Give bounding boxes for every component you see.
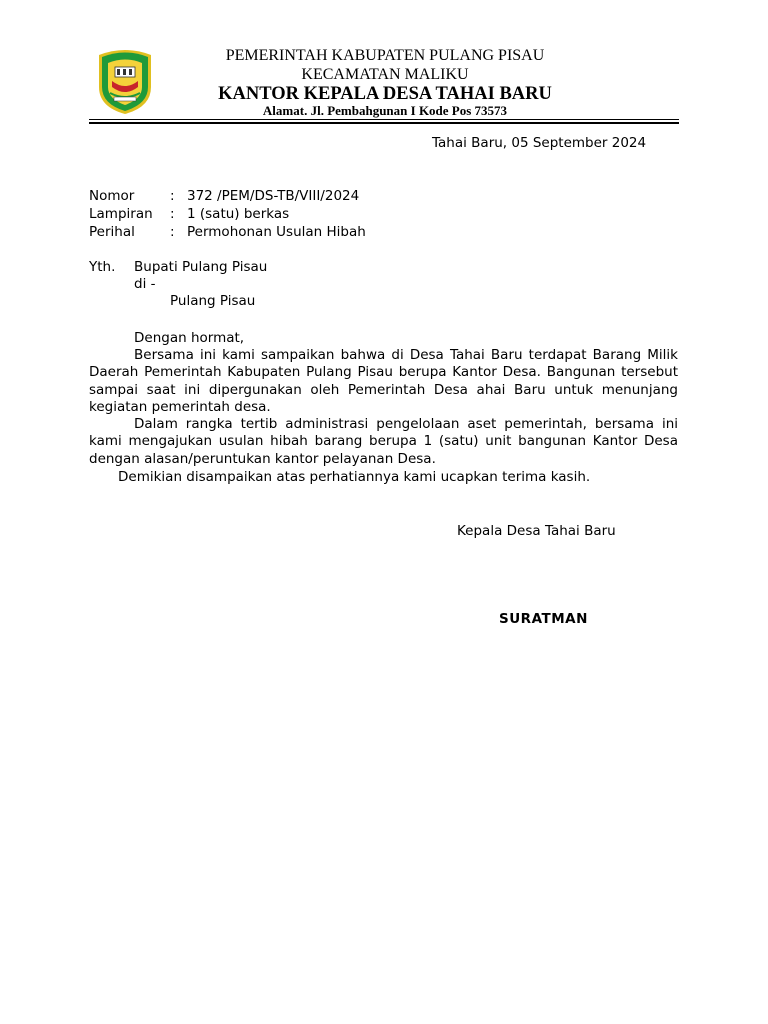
meta-label-lampiran: Lampiran — [89, 206, 153, 222]
meta-value-perihal: Permohonan Usulan Hibah — [187, 224, 366, 240]
closing-sentence: Demikian disampaikan atas perhatiannya kami ucapkan terima kasih. — [118, 469, 591, 485]
letterhead-rule-thin — [89, 119, 679, 120]
letterhead-district: KECAMATAN MALIKU — [301, 66, 469, 83]
letterhead-government: PEMERINTAH KABUPATEN PULANG PISAU — [225, 47, 545, 64]
recipient-prefix: Yth. — [89, 259, 116, 275]
letter-date: Tahai Baru, 05 September 2024 — [432, 135, 647, 151]
letterhead-office: KANTOR KEPALA DESA TAHAI BARU — [218, 84, 552, 104]
meta-value-nomor: 372 /PEM/DS-TB/VIII/2024 — [187, 188, 360, 204]
body-paragraph-1: Bersama ini kami sampaikan bahwa di Desa Tahai Baru terdapat Barang Milik Daerah Pemerintah Kabupaten Pulang Pisau berupa Kantor Desa. Bangunan tersebut sampai saat ini dipergunakan oleh Pemerintah Desa ahai Baru untuk menunjang kegiatan pemerintah desa. — [89, 347, 678, 415]
body-paragraph-2: Dalam rangka tertib administrasi pengelolaan aset pemerintah, bersama ini kami mengajukan usulan hibah barang berupa 1 (satu) unit bangunan Kantor Desa dengan alasan/peruntukan kantor pelayanan Desa. — [89, 416, 678, 467]
letterhead-address: Alamat. Jl. Pembahgunan I Kode Pos 73573 — [262, 103, 508, 118]
signature-name: SURATMAN — [499, 611, 588, 627]
recipient-name: Bupati Pulang Pisau — [134, 259, 268, 275]
meta-colon: : — [170, 206, 175, 222]
meta-label-perihal: Perihal — [89, 224, 135, 240]
greeting: Dengan hormat, — [134, 330, 245, 346]
recipient-place: Pulang Pisau — [170, 293, 256, 309]
regency-crest-icon — [96, 47, 154, 115]
recipient-di: di - — [134, 276, 156, 292]
signature-title: Kepala Desa Tahai Baru — [457, 523, 616, 539]
meta-label-nomor: Nomor — [89, 188, 135, 204]
meta-colon: : — [170, 188, 175, 204]
letterhead-rule-thick — [89, 122, 679, 124]
meta-value-lampiran: 1 (satu) berkas — [187, 206, 290, 222]
meta-colon: : — [170, 224, 175, 240]
